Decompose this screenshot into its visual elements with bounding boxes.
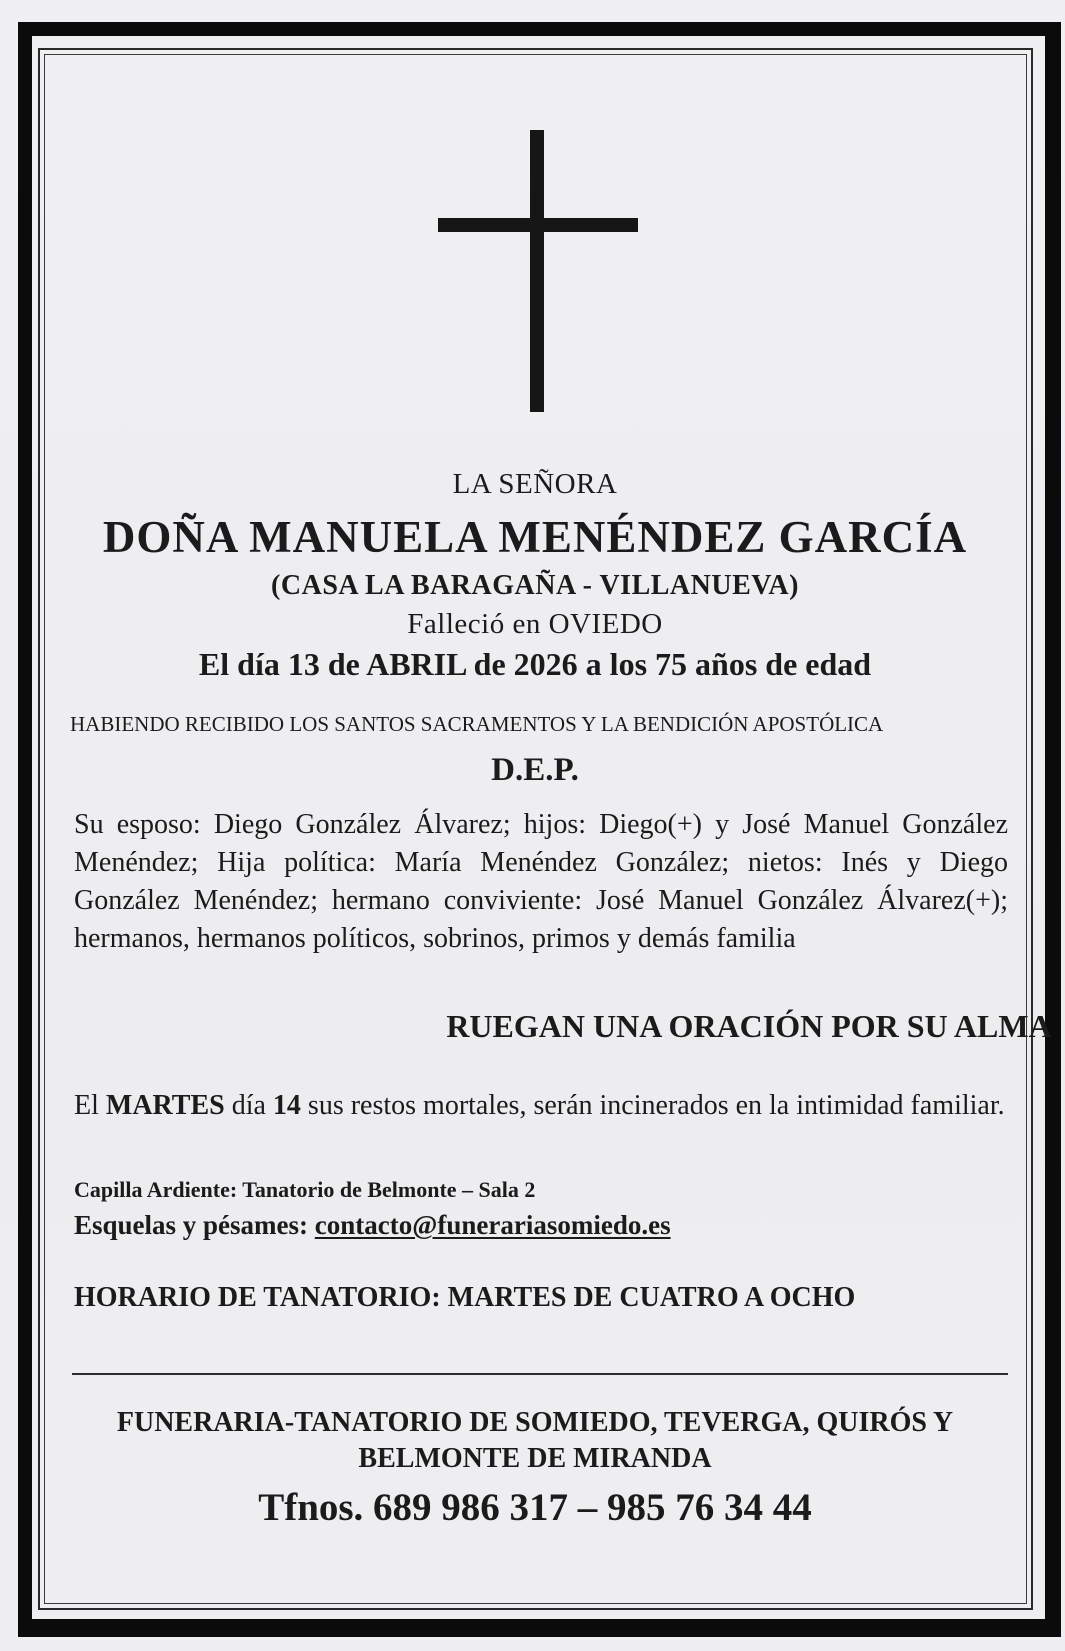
condolences-label: Esquelas y pésames:	[74, 1210, 315, 1240]
ceremony-middle: día	[224, 1090, 273, 1121]
condolences-line	[74, 1210, 1008, 1241]
ceremony-prefix: El	[74, 1090, 106, 1121]
deceased-name: DOÑA MANUELA MENÉNDEZ GARCÍA	[102, 512, 968, 562]
death-place: Falleció en OVIEDO	[407, 608, 663, 640]
death-date: El día 13 de ABRIL de 2026 a los 75 años de edad	[198, 646, 872, 682]
rip-label: D.E.P.	[491, 752, 579, 788]
cross-icon	[530, 130, 544, 412]
footer-divider	[72, 1373, 1008, 1375]
ceremony-day-name: MARTES	[105, 1090, 225, 1121]
sacraments-line: HABIENDO RECIBIDO LOS SANTOS SACRAMENTOS Y LA BENDICIÓN APOSTÓLICA	[70, 712, 884, 736]
phone-numbers: Tfnos. 689 986 317 – 985 76 34 44	[258, 1486, 812, 1529]
funeral-home-name: FUNERARIA-TANATORIO DE SOMIEDO, TEVERGA, QUIRÓS Y BELMONTE DE MIRANDA	[116, 1407, 954, 1474]
family-paragraph: Su esposo: Diego González Álvarez; hijos: Diego(+) y José Manuel González Menéndez; Hija política: María Menéndez González; nietos: Inés y Diego González Menéndez; hermano conviviente: José Manuel González Álvarez(+); hermanos, hermanos políticos, sobrinos, primos y demás familia	[74, 809, 1008, 954]
condolences-email-link[interactable]: contacto@funerariasomiedo.es	[314, 1210, 671, 1240]
ceremony-suffix: sus restos mortales, serán incinerados en la intimidad familiar.	[300, 1090, 1005, 1121]
cross-icon-bar	[438, 218, 638, 232]
ceremony-day-number: 14	[272, 1090, 301, 1121]
ceremony-paragraph	[74, 1088, 1008, 1124]
prayer-request: RUEGAN UNA ORACIÓN POR SU ALMA	[446, 1008, 1052, 1044]
house-label: (CASA LA BARAGAÑA - VILLANUEVA)	[271, 570, 799, 601]
wake-hours: HORARIO DE TANATORIO: MARTES DE CUATRO A OCHO	[74, 1282, 856, 1313]
chapel-info: Capilla Ardiente: Tanatorio de Belmonte – Sala 2	[74, 1177, 536, 1202]
title-label: LA SEÑORA	[452, 468, 618, 500]
